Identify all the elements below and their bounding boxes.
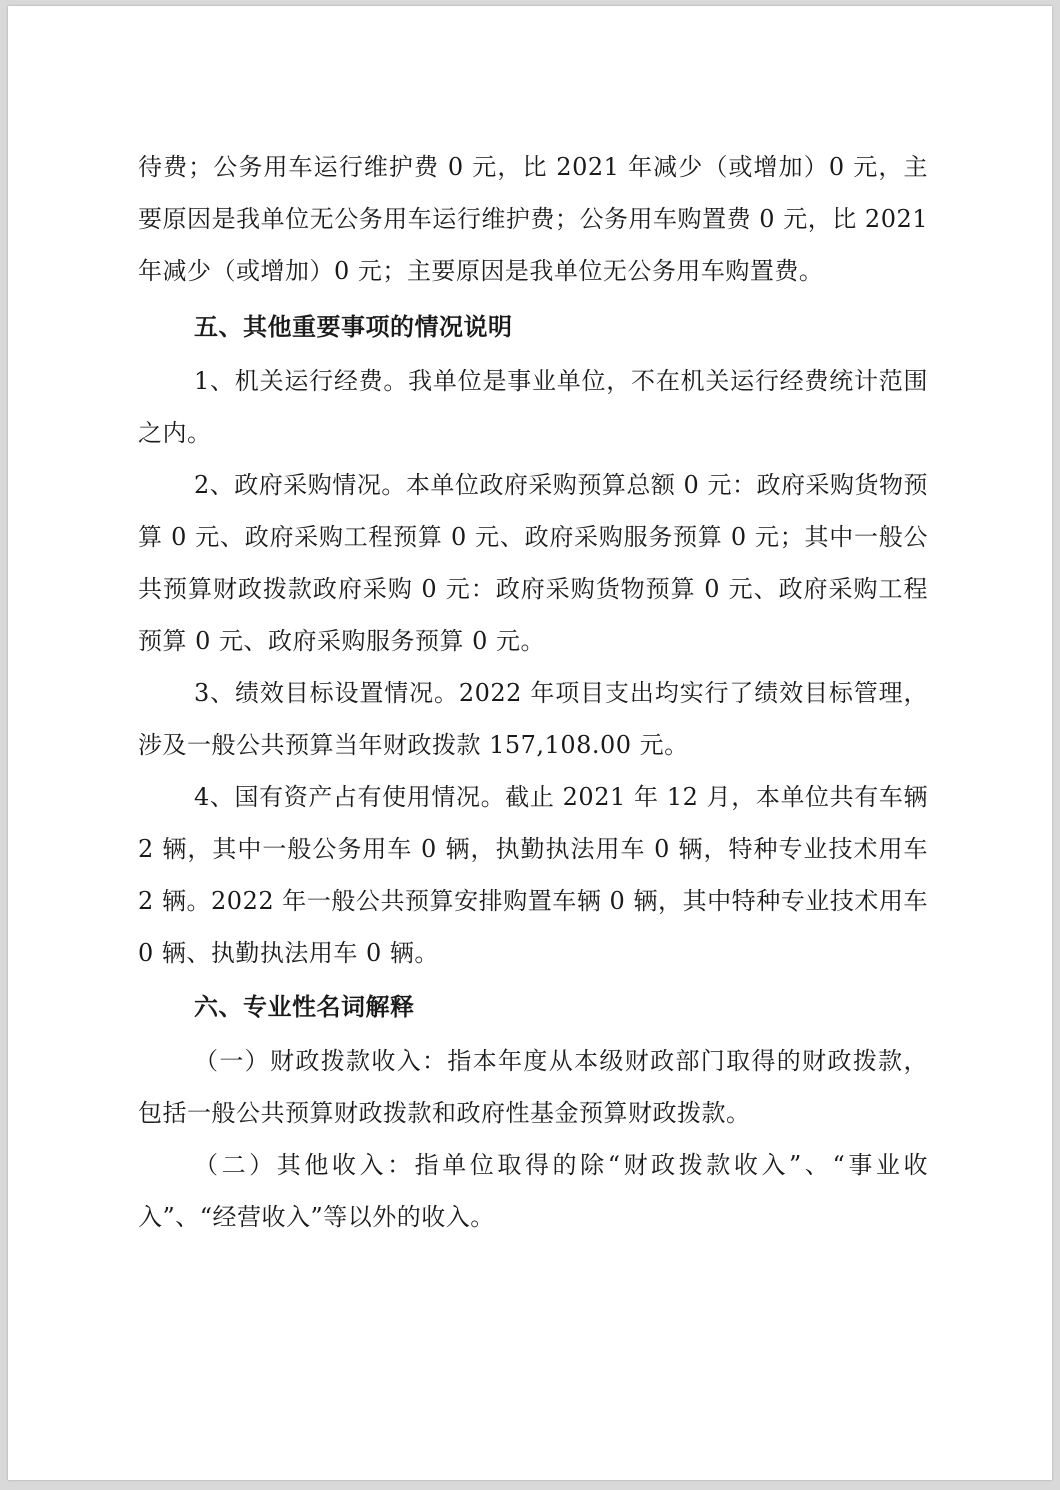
paragraph-operating-expenses: 1、机关运行经费。我单位是事业单位，不在机关运行经费统计范围之内。: [138, 367, 928, 447]
paragraph-fiscal-appropriation-income: （一）财政拨款收入：指本年度从本级财政部门取得的财政拨款，包括一般公共预算财政拨款和政府性基金预算财政拨款。: [138, 1047, 928, 1127]
section-heading-other-matters: 五、其他重要事项的情况说明: [194, 313, 513, 341]
paragraph-vehicle-costs: 待费；公务用车运行维护费 0 元，比 2021 年减少（或增加）0 元，主要原因是我单位无公务用车运行维护费；公务用车购置费 0 元，比 2021 年减少（或增加）0 元；主要原因是我单位无公务用车购置费。: [138, 153, 928, 285]
paragraph-other-income: （二）其他收入：指单位取得的除“财政拨款收入”、“事业收入”、“经营收入”等以外的收入。: [138, 1151, 928, 1231]
section-heading-glossary: 六、专业性名词解释: [194, 993, 415, 1021]
document-body: [138, 141, 928, 1243]
paragraph-government-procurement: 2、政府采购情况。本单位政府采购预算总额 0 元：政府采购货物预算 0 元、政府采购工程预算 0 元、政府采购服务预算 0 元；其中一般公共预算财政拨款政府采购 0 元：政府采购货物预算 0 元、政府采购工程预算 0 元、政府采购服务预算 0 元。: [138, 471, 928, 655]
document-page: [8, 6, 1052, 1480]
paragraph-performance-targets: 3、绩效目标设置情况。2022 年项目支出均实行了绩效目标管理，涉及一般公共预算当年财政拨款 157,108.00 元。: [138, 679, 928, 759]
paragraph-state-assets: 4、国有资产占有使用情况。截止 2021 年 12 月，本单位共有车辆 2 辆，其中一般公务用车 0 辆，执勤执法用车 0 辆，特种专业技术用车 2 辆。2022 年一般公共预算安排购置车辆 0 辆，其中特种专业技术用车 0 辆、执勤执法用车 0 辆。: [138, 783, 928, 967]
